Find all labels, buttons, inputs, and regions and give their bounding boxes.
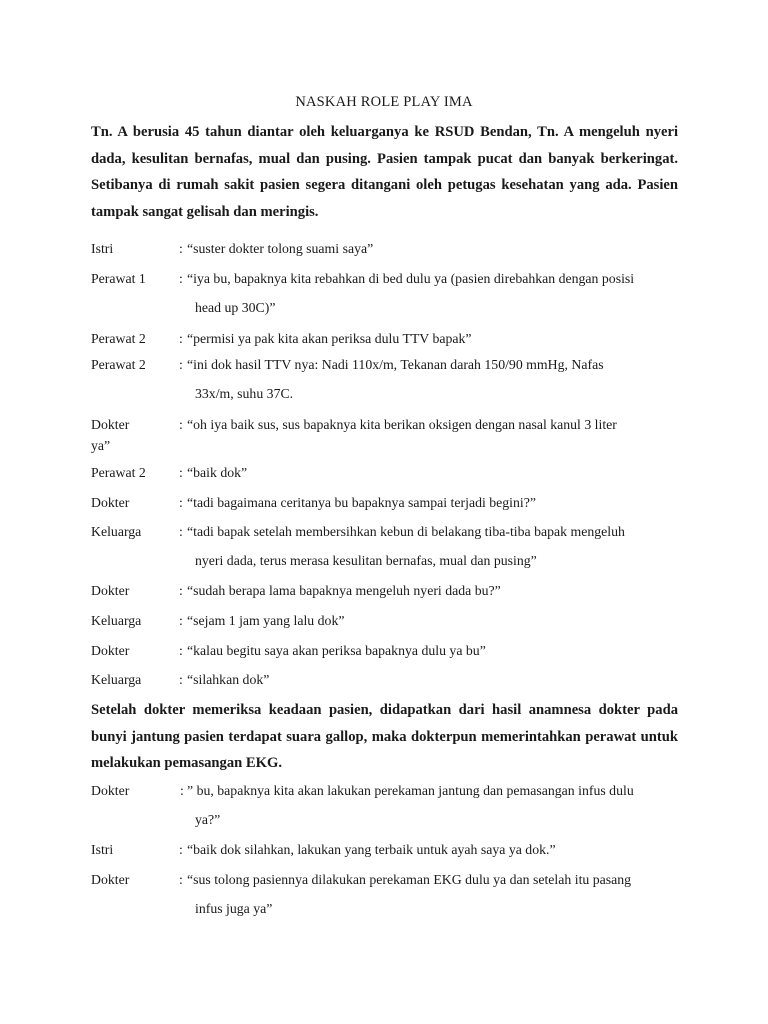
colon-separator: : — [179, 583, 183, 598]
narration-paragraph: Setelah dokter memeriksa keadaan pasien, didapatkan dari hasil anamnesa dokter pada bunyi jantung pasien terdapat suara gallop, maka dokterpun memerintahkan perawat untuk melakukan pemasangan EKG. — [91, 702, 678, 772]
dialogue-line: “ini dok hasil TTV nya: Nadi 110x/m, Tekanan darah 150/90 mmHg, Nafas — [187, 357, 604, 372]
dialogue-text — [187, 517, 678, 575]
speaker-name: Istri — [91, 842, 114, 857]
speaker-name: Keluarga — [91, 672, 142, 687]
colon-separator: : — [179, 331, 183, 346]
speaker-name: Keluarga — [91, 613, 142, 628]
colon-separator: : — [179, 495, 183, 510]
dialogue-text — [187, 835, 678, 864]
colon-separator: : — [180, 783, 184, 798]
dialogue-text — [187, 350, 678, 408]
dialogue-line-continued: nyeri dada, terus merasa kesulitan bernafas, mual dan pusing” — [195, 553, 537, 568]
dialogue-line: “iya bu, bapaknya kita rebahkan di bed dulu ya (pasien direbahkan dengan posisi — [187, 271, 635, 286]
speaker-name: Dokter — [91, 783, 130, 798]
speaker-name: Perawat 1 — [91, 271, 146, 286]
dialogue-line-continued: infus juga ya” — [195, 901, 273, 916]
speaker-name: Keluarga — [91, 524, 142, 539]
dialogue-text — [187, 264, 678, 322]
dialogue-text — [187, 776, 678, 834]
speaker-name: Dokter — [91, 643, 130, 658]
dialogue-text — [187, 458, 678, 487]
colon-separator: : — [179, 417, 183, 432]
speaker-name: Dokter — [91, 417, 130, 432]
colon-separator: : — [179, 357, 183, 372]
dialogue-text — [187, 576, 678, 605]
dialogue-text — [187, 865, 678, 923]
dialogue-text: “oh iya baik sus, sus bapaknya kita berikan oksigen dengan nasal kanul 3 liter — [187, 417, 617, 432]
dialogue-line: “sejam 1 jam yang lalu dok” — [187, 613, 345, 628]
dialogue-line: ” bu, bapaknya kita akan lakukan perekaman jantung dan pemasangan infus dulu — [187, 783, 634, 798]
speaker-name-continued: ya” — [91, 438, 111, 453]
colon-separator: : — [179, 672, 183, 687]
speaker-name: Dokter — [91, 495, 130, 510]
colon-separator: : — [179, 643, 183, 658]
dialogue-text — [187, 606, 678, 635]
dialogue-text — [187, 488, 678, 517]
intro-paragraph: Tn. A berusia 45 tahun diantar oleh keluarganya ke RSUD Bendan, Tn. A mengeluh nyeri dada, kesulitan bernafas, mual dan pusing. Pasien tampak pucat dan banyak berkeringat. Setibanya di rumah sakit pasien segera ditangani oleh petugas kesehatan yang ada. Pasien tampak sangat gelisah dan meringis. — [91, 124, 678, 221]
dialogue-text — [187, 324, 678, 353]
dialogue-line-continued: 33x/m, suhu 37C. — [195, 386, 294, 401]
dialogue-line: “sudah berapa lama bapaknya mengeluh nyeri dada bu?” — [187, 583, 501, 598]
colon-separator: : — [179, 524, 183, 539]
speaker-name: Istri — [91, 241, 114, 256]
colon-separator: : — [179, 241, 183, 256]
document-title: NASKAH ROLE PLAY IMA — [295, 94, 473, 110]
dialogue-line: “permisi ya pak kita akan periksa dulu TTV bapak” — [187, 331, 472, 346]
dialogue-line: “baik dok silahkan, lakukan yang terbaik untuk ayah saya ya dok.” — [187, 842, 556, 857]
colon-separator: : — [179, 465, 183, 480]
speaker-name: Perawat 2 — [91, 357, 146, 372]
dialogue-text — [187, 665, 678, 694]
speaker-name: Perawat 2 — [91, 331, 146, 346]
dialogue-line-continued: ya?” — [195, 812, 221, 827]
dialogue-line: “suster dokter tolong suami saya” — [187, 241, 374, 256]
colon-separator: : — [179, 271, 183, 286]
colon-separator: : — [179, 842, 183, 857]
colon-separator: : — [179, 872, 183, 887]
colon-separator: : — [179, 613, 183, 628]
dialogue-text — [187, 636, 678, 665]
speaker-name: Perawat 2 — [91, 465, 146, 480]
speaker-name: Dokter — [91, 872, 130, 887]
dialogue-line: “baik dok” — [187, 465, 248, 480]
dialogue-line-continued: head up 30C)” — [195, 300, 276, 315]
dialogue-line: “tadi bagaimana ceritanya bu bapaknya sampai terjadi begini?” — [187, 495, 536, 510]
dialogue-line: “kalau begitu saya akan periksa bapaknya dulu ya bu” — [187, 643, 486, 658]
dialogue-line: “tadi bapak setelah membersihkan kebun di belakang tiba-tiba bapak mengeluh — [187, 524, 625, 539]
dialogue-line: “silahkan dok” — [187, 672, 270, 687]
dialogue-line: “sus tolong pasiennya dilakukan perekaman EKG dulu ya dan setelah itu pasang — [187, 872, 632, 887]
speaker-name: Dokter — [91, 583, 130, 598]
dialogue-text — [187, 234, 678, 263]
